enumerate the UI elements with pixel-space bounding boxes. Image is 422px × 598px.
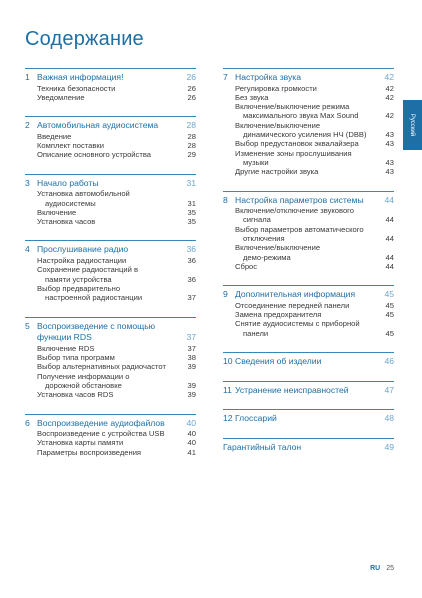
section-number: 7 [223, 72, 228, 82]
entry-text: Сброс [235, 261, 258, 271]
section-title: Начало работы [37, 177, 99, 188]
entry-page: 26 [187, 83, 196, 93]
section-title: Воспроизведение с помощью [37, 320, 156, 331]
toc-entry[interactable] [25, 208, 196, 217]
toc-section [25, 116, 196, 159]
toc-section [223, 438, 394, 453]
toc-entry[interactable] [223, 149, 394, 158]
section-number: 11 [223, 384, 232, 395]
section-number: 2 [25, 120, 30, 131]
section-number: 1 [25, 72, 30, 82]
section-title: Воспроизведение аудиофайлов [37, 417, 165, 428]
toc-entry[interactable] [25, 132, 196, 141]
entry-page: 35 [187, 207, 196, 217]
section-number: 4 [25, 244, 30, 255]
section-number: 3 [25, 177, 30, 188]
entry-text: музыки [243, 157, 269, 167]
section-heading[interactable] [223, 289, 394, 300]
entry-text: Установка часов [37, 217, 96, 227]
entry-page: 39 [187, 362, 196, 372]
page-footer [370, 565, 394, 572]
entry-page: 28 [187, 131, 196, 141]
section-page: 26 [186, 72, 196, 82]
entry-page: 40 [187, 438, 196, 448]
toc-right-column [223, 68, 394, 466]
section-title: Дополнительная информация [235, 289, 356, 300]
page-title: Содержание [25, 28, 144, 50]
section-title: Глоссарий [235, 413, 277, 424]
section-page: 40 [186, 417, 196, 428]
toc-entry[interactable] [223, 301, 394, 310]
entry-page: 29 [187, 150, 196, 160]
entry-text: Включение RDS [37, 343, 95, 353]
entry-text: демо-режима [243, 252, 291, 262]
entry-text: Изменение зоны прослушивания [235, 148, 352, 158]
toc-section [25, 414, 196, 457]
section-page: 49 [384, 441, 394, 452]
entry-text: Техника безопасности [37, 83, 116, 93]
entry-text: аудиосистемы [45, 198, 96, 208]
toc-entry[interactable] [25, 372, 196, 381]
section-title: Сведения об изделии [235, 356, 322, 367]
toc-entry[interactable] [223, 93, 394, 102]
entry-page: 43 [385, 167, 394, 177]
entry-page: 44 [385, 215, 394, 225]
section-page: 44 [384, 194, 394, 205]
toc-entry[interactable] [223, 329, 394, 338]
entry-page: 44 [385, 261, 394, 271]
entry-text: настроенной радиостанции [45, 293, 143, 303]
entry-text: Установка часов RDS [37, 390, 114, 400]
entry-page: 43 [385, 157, 394, 167]
entry-text: Уведомление [37, 92, 85, 102]
toc-entry[interactable] [223, 121, 394, 130]
section-number: 9 [223, 289, 228, 300]
entry-text: динамического усиления НЧ (DBB) [243, 130, 367, 140]
section-heading[interactable] [223, 356, 394, 367]
entry-page: 40 [187, 429, 196, 439]
section-heading[interactable] [25, 72, 196, 83]
section-page: 36 [186, 244, 196, 255]
entry-page: 44 [385, 234, 394, 244]
section-title: Устранение неисправностей [235, 384, 349, 395]
toc-entry[interactable] [25, 390, 196, 399]
section-number: 12 [223, 413, 233, 424]
entry-text: панели [243, 328, 269, 338]
section-heading[interactable] [223, 442, 394, 453]
entry-text: Включение/отключение звукового [235, 206, 355, 216]
entry-text: Комплект поставки [37, 141, 104, 151]
side-tab-label: Русский [409, 113, 416, 137]
entry-text: Установка автомобильной [37, 189, 130, 199]
entry-text: отключения [243, 234, 285, 244]
section-page: 37 [186, 332, 196, 343]
entry-text: Сохранение радиостанций в [37, 265, 138, 275]
section-page: 47 [384, 384, 394, 395]
entry-text: Без звука [235, 92, 269, 102]
toc-entry[interactable] [25, 362, 196, 371]
entry-text: Отсоединение передней панели [235, 300, 350, 310]
entry-text: Введение [37, 131, 72, 141]
section-title: Важная информация! [37, 72, 124, 82]
toc-section [223, 191, 394, 272]
entry-text: Включение/выключение [235, 120, 321, 130]
toc-entry[interactable] [25, 284, 196, 293]
entry-page: 39 [187, 380, 196, 390]
section-title: Настройка параметров системы [235, 194, 364, 205]
toc-entry[interactable] [223, 310, 394, 319]
entry-text: сигнала [243, 215, 271, 225]
section-number: 8 [223, 194, 228, 205]
toc-section [25, 317, 196, 400]
section-number: 5 [25, 320, 30, 331]
section-page: 28 [186, 120, 196, 131]
entry-page: 42 [385, 92, 394, 102]
toc-section [25, 174, 196, 227]
toc-entry[interactable] [25, 189, 196, 198]
entry-text: Настройка радиостанции [37, 256, 127, 266]
toc-entry[interactable] [223, 225, 394, 234]
toc-entry[interactable] [25, 448, 196, 457]
entry-page: 45 [385, 300, 394, 310]
entry-page: 35 [187, 217, 196, 227]
entry-page: 28 [187, 141, 196, 151]
toc-entry[interactable] [223, 262, 394, 271]
entry-text: Выбор параметров автоматического [235, 224, 364, 234]
toc-entry[interactable] [223, 319, 394, 328]
section-number: 10 [223, 356, 233, 367]
toc-entry[interactable] [25, 293, 196, 302]
toc-entry[interactable] [25, 275, 196, 284]
footer-language: RU [370, 565, 381, 572]
section-page: 31 [186, 177, 196, 188]
entry-text: Включение/выключение режима [235, 102, 350, 112]
section-heading[interactable] [25, 418, 196, 429]
entry-text: Другие настройки звука [235, 167, 319, 177]
toc-entry[interactable] [223, 253, 394, 262]
entry-text: Включение/выключение [235, 243, 321, 253]
section-heading[interactable] [25, 321, 196, 332]
entry-page: 44 [385, 252, 394, 262]
entry-text: Выбор предустановок эквалайзера [235, 139, 359, 149]
toc-entry[interactable] [223, 111, 394, 120]
section-heading[interactable] [223, 413, 394, 424]
entry-page: 45 [385, 310, 394, 320]
entry-page: 36 [187, 274, 196, 284]
entry-text: Снятие аудиосистемы с приборной [235, 319, 360, 329]
toc-entry[interactable] [223, 243, 394, 252]
entry-page: 37 [187, 293, 196, 303]
section-title: Прослушивание радио [37, 244, 129, 255]
toc-entry[interactable] [25, 429, 196, 438]
section-heading[interactable] [25, 244, 196, 255]
entry-text: Параметры воспроизведения [37, 447, 142, 457]
footer-page-number: 25 [386, 565, 394, 572]
entry-page: 39 [187, 390, 196, 400]
section-title: Настройка звука [235, 72, 302, 82]
toc-entry[interactable] [223, 206, 394, 215]
toc-section [223, 381, 394, 396]
toc-entry[interactable] [25, 344, 196, 353]
entry-text: Выбор типа программ [37, 353, 115, 363]
toc-entry[interactable] [223, 102, 394, 111]
section-number: 6 [25, 417, 30, 428]
entry-page: 42 [385, 83, 394, 93]
toc-entry[interactable] [25, 141, 196, 150]
toc-entry[interactable] [25, 84, 196, 93]
entry-text: Воспроизведение с устройства USB [37, 429, 165, 439]
section-title: функции RDS [37, 332, 92, 343]
toc-entry[interactable] [25, 353, 196, 362]
toc-section [223, 352, 394, 367]
toc-entry[interactable] [25, 438, 196, 447]
section-title: Гарантийный талон [223, 441, 302, 452]
toc-entry[interactable] [25, 150, 196, 159]
toc-entry[interactable] [25, 217, 196, 226]
toc-entry[interactable] [25, 256, 196, 265]
entry-text: Получение информации о [37, 371, 130, 381]
entry-page: 31 [187, 198, 196, 208]
entry-text: дорожной обстановке [45, 380, 122, 390]
toc-section [223, 68, 394, 177]
entry-text: максимального звука Max Sound [243, 111, 359, 121]
toc-section [25, 68, 196, 102]
toc-section [223, 409, 394, 424]
section-heading[interactable] [223, 195, 394, 206]
section-heading[interactable] [25, 120, 196, 131]
entry-page: 43 [385, 130, 394, 140]
language-side-tab [403, 100, 422, 150]
toc-entry[interactable] [223, 84, 394, 93]
entry-text: Установка карты памяти [37, 438, 124, 448]
toc-entry[interactable] [223, 215, 394, 224]
entry-text: Выбор альтернативных радиочастот [37, 362, 166, 372]
entry-page: 41 [187, 447, 196, 457]
toc-entry[interactable] [223, 158, 394, 167]
section-page: 46 [384, 356, 394, 367]
toc-entry[interactable] [25, 93, 196, 102]
toc-entry[interactable] [223, 234, 394, 243]
toc-section [25, 240, 196, 302]
section-title: Автомобильная аудиосистема [37, 120, 159, 131]
toc-section [223, 285, 394, 338]
toc-entry[interactable] [223, 167, 394, 176]
entry-page: 37 [187, 343, 196, 353]
toc-left-column [25, 68, 196, 471]
section-page: 42 [384, 72, 394, 82]
toc-entry[interactable] [25, 199, 196, 208]
entry-text: Выбор предварительно [37, 283, 121, 293]
section-heading[interactable] [223, 385, 394, 396]
toc-entry[interactable] [25, 265, 196, 274]
section-page: 48 [384, 413, 394, 424]
section-page: 45 [384, 289, 394, 300]
section-heading[interactable] [25, 178, 196, 189]
entry-text: памяти устройства [45, 274, 112, 284]
entry-text: Замена предохранителя [235, 310, 322, 320]
entry-page: 45 [385, 328, 394, 338]
entry-page: 42 [385, 111, 394, 121]
entry-page: 26 [187, 92, 196, 102]
entry-text: Описание основного устройства [37, 150, 151, 160]
entry-page: 43 [385, 139, 394, 149]
section-heading[interactable] [25, 332, 196, 343]
section-heading[interactable] [223, 72, 394, 83]
entry-page: 38 [187, 353, 196, 363]
entry-text: Регулировка громкости [235, 83, 317, 93]
toc-entry[interactable] [25, 381, 196, 390]
entry-page: 36 [187, 256, 196, 266]
entry-text: Включение [37, 207, 77, 217]
toc-entry[interactable] [223, 139, 394, 148]
toc-entry[interactable] [223, 130, 394, 139]
